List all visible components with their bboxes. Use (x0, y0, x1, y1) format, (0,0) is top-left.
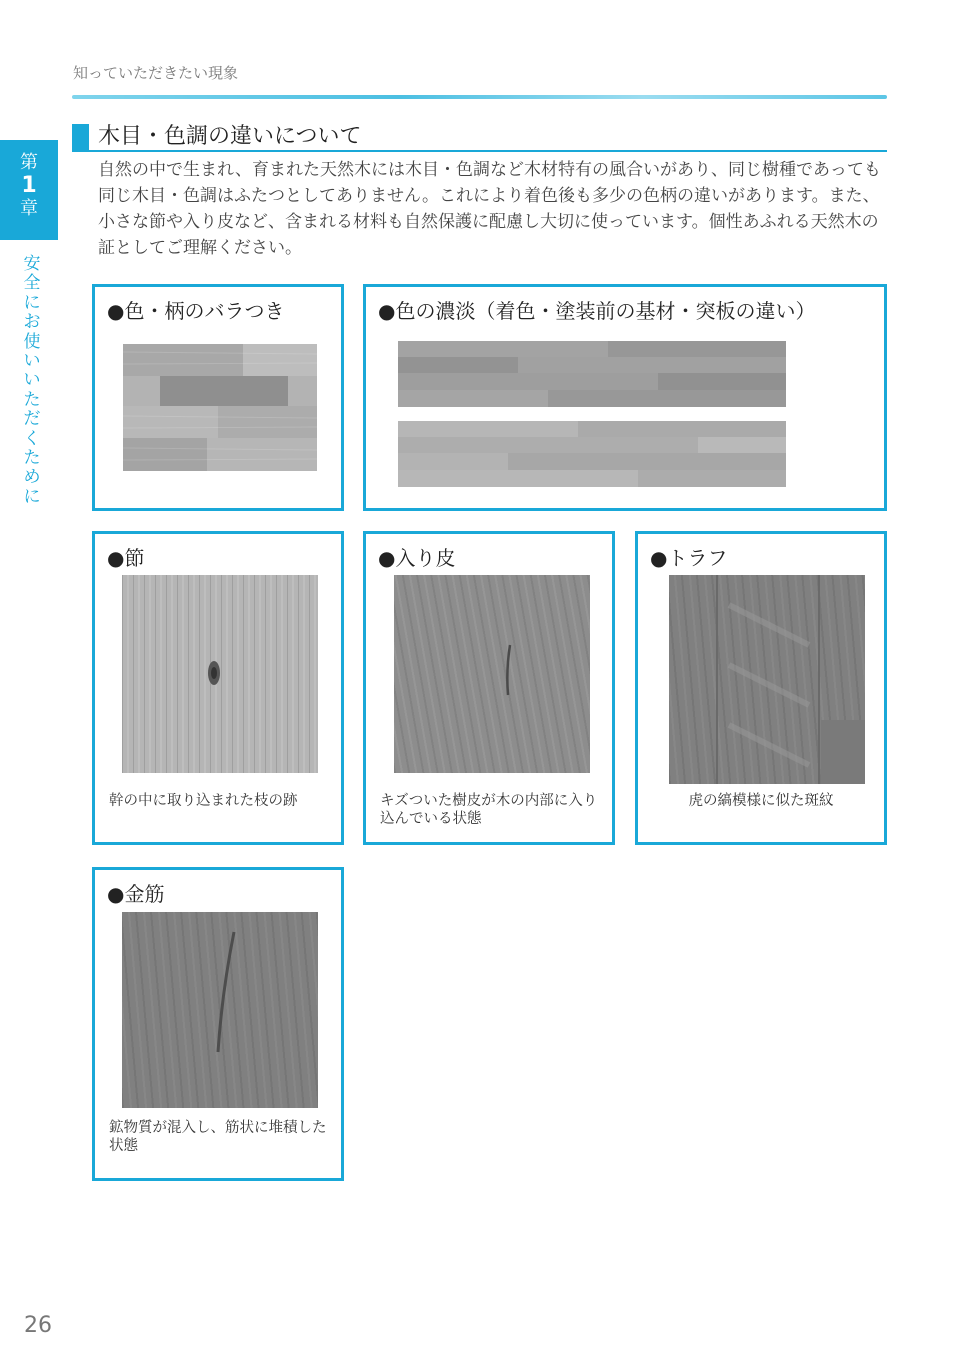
chapter-title: 安全にお使いいただくために (23, 254, 41, 507)
card-tiger (635, 531, 887, 845)
header-rule (72, 95, 887, 99)
card-knot (92, 531, 344, 845)
card-shading (363, 284, 887, 511)
wood-sample-image (394, 575, 590, 773)
card-color-pattern (92, 284, 344, 511)
card-title: ●入り皮 (378, 546, 456, 570)
card-title: ●金筋 (107, 882, 165, 906)
card-title: ●色・柄のバラつき (107, 299, 285, 323)
card-title: ●トラフ (650, 546, 728, 570)
section-marker (72, 124, 89, 150)
section-title: 木目・色調の違いについて (98, 124, 362, 149)
wood-sample-image (669, 575, 865, 784)
card-caption: 虎の縞模様に似た斑紋 (688, 793, 834, 809)
card-bark (363, 531, 615, 845)
card-mineral (92, 867, 344, 1181)
page-number: 26 (24, 1313, 52, 1338)
wood-sample-image (398, 421, 786, 487)
section-rule (72, 150, 887, 152)
card-caption: 鉱物質が混入し、筋状に堆積した状態 (109, 1120, 327, 1154)
card-caption: キズついた樹皮が木の内部に入り込んでいる状態 (380, 793, 598, 827)
chapter-tab (0, 140, 58, 240)
card-title: ●色の濃淡（着色・塗装前の基材・突板の違い） (378, 299, 816, 323)
wood-sample-image (122, 912, 318, 1108)
running-head: 知っていただきたい現象 (73, 64, 239, 82)
card-caption: 幹の中に取り込まれた枝の跡 (109, 793, 298, 809)
chapter-tab-prefix: 第 (20, 152, 38, 173)
card-title: ●節 (107, 546, 145, 570)
intro-paragraph: 自然の中で生まれ、育まれた天然木には木目・色調など木材特有の風合いがあり、同じ樹種であっても同じ木目・色調はふたつとしてありません。これにより着色後も多少の色柄の違いがあります。また、小さな節や入り皮など、含まれる材料も自然保護に配慮し大切に使っています。個性あふれる天然木の証としてご理解ください。 (98, 160, 881, 258)
wood-sample-image (398, 341, 786, 407)
chapter-tab-suffix: 章 (20, 198, 38, 219)
chapter-number: 1 (21, 173, 37, 198)
wood-sample-image (122, 575, 318, 773)
wood-sample-image (123, 344, 317, 471)
